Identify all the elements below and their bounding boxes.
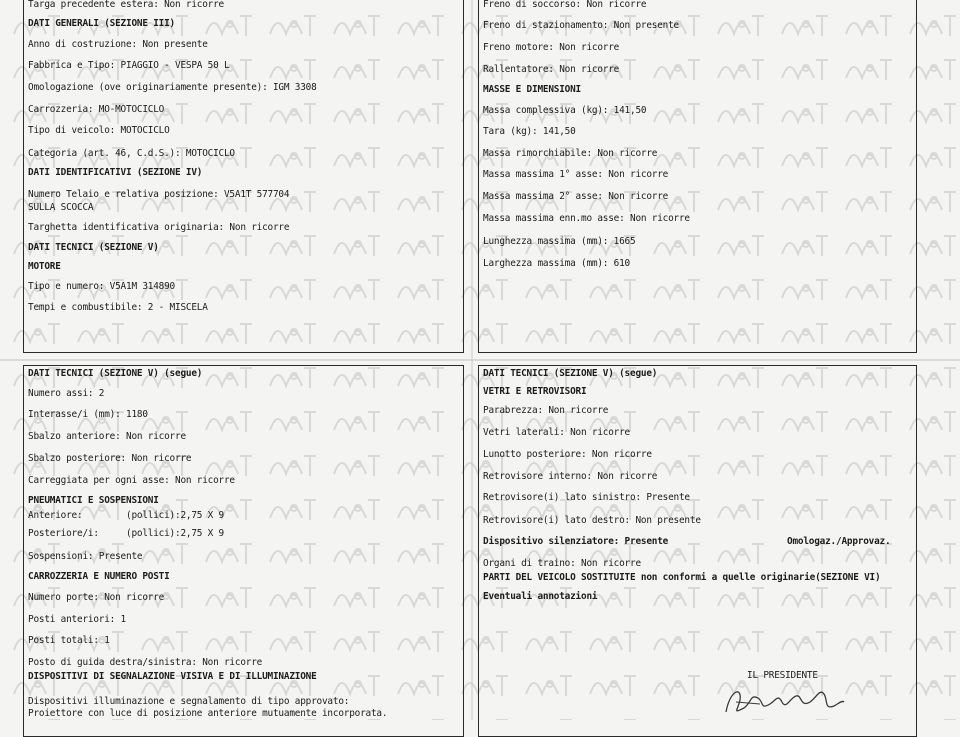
vetri-laterali: Vetri laterali: Non ricorre bbox=[483, 427, 630, 438]
heading-dati-generali: DATI GENERALI (SEZIONE III) bbox=[28, 18, 175, 29]
lunotto-posteriore: Lunotto posteriore: Non ricorre bbox=[483, 449, 652, 460]
anno-di-costruzione: Anno di costruzione: Non presente bbox=[28, 39, 208, 50]
omologaz-approvaz: Omologaz./Approvaz. bbox=[787, 536, 891, 547]
freno-di-soccorso: Freno di soccorso: Non ricorre bbox=[483, 0, 647, 10]
rallentatore: Rallentatore: Non ricorre bbox=[483, 64, 620, 75]
heading-vetri-e-retrovisori: VETRI E RETROVISORI bbox=[483, 386, 587, 397]
lunghezza-massima: Lunghezza massima (mm): 1665 bbox=[483, 236, 636, 247]
tempi-e-combustibile: Tempi e combustibile: 2 - MISCELA bbox=[28, 302, 208, 313]
larghezza-massima: Larghezza massima (mm): 610 bbox=[483, 258, 630, 269]
numero-telaio-posizione: SULLA SCOCCA bbox=[28, 202, 94, 213]
omologazione: Omologazione (ove originariamente presente): IGM 3308 bbox=[28, 82, 317, 93]
numero-porte: Numero porte: Non ricorre bbox=[28, 592, 165, 603]
heading-carrozzeria-e-numero-posti: CARROZZERIA E NUMERO POSTI bbox=[28, 571, 170, 582]
pneumatici-anteriore: Anteriore: (pollici):2,75 X 9 bbox=[28, 510, 224, 521]
heading-dati-identificativi: DATI IDENTIFICATIVI (SEZIONE IV) bbox=[28, 167, 203, 178]
panel-bottom-right bbox=[478, 365, 917, 737]
heading-dati-tecnici-segue-right: DATI TECNICI (SEZIONE V) (segue) bbox=[483, 368, 658, 379]
freno-motore: Freno motore: Non ricorre bbox=[483, 42, 620, 53]
numero-assi: Numero assi: 2 bbox=[28, 388, 105, 399]
fabbrica-e-tipo: Fabbrica e Tipo: PIAGGIO - VESPA 50 L bbox=[28, 60, 230, 71]
sbalzo-posteriore: Sbalzo posteriore: Non ricorre bbox=[28, 453, 192, 464]
eventuali-annotazioni: Eventuali annotazioni bbox=[483, 591, 598, 602]
massa-massima-2-asse: Massa massima 2° asse: Non ricorre bbox=[483, 191, 669, 202]
tara: Tara (kg): 141,50 bbox=[483, 126, 576, 137]
carrozzeria: Carrozzeria: MO-MOTOCICLO bbox=[28, 104, 165, 115]
massa-complessiva: Massa complessiva (kg): 141,50 bbox=[483, 105, 647, 116]
massa-massima-enn-asse: Massa massima enn.mo asse: Non ricorre bbox=[483, 213, 690, 224]
targa-precedente-estera: Targa precedente estera: Non ricorre bbox=[28, 0, 224, 10]
categoria: Categoria (art. 46, C.d.S.): MOTOCICLO bbox=[28, 148, 235, 159]
sbalzo-anteriore: Sbalzo anteriore: Non ricorre bbox=[28, 431, 186, 442]
heading-pneumatici-e-sospensioni: PNEUMATICI E SOSPENSIONI bbox=[28, 495, 159, 506]
tipo-di-veicolo: Tipo di veicolo: MOTOCICLO bbox=[28, 125, 170, 136]
massa-massima-1-asse: Massa massima 1° asse: Non ricorre bbox=[483, 169, 669, 180]
sospensioni: Sospensioni: Presente bbox=[28, 551, 143, 562]
heading-parti-sostituite: PARTI DEL VEICOLO SOSTITUITE non conformi a quelle originarie(SEZIONE VI) bbox=[483, 572, 881, 583]
retrovisore-interno: Retrovisore interno: Non ricorre bbox=[483, 471, 658, 482]
parabrezza: Parabrezza: Non ricorre bbox=[483, 405, 609, 416]
retrovisore-lato-sinistro: Retrovisore(i) lato sinistro: Presente bbox=[483, 492, 690, 503]
heading-dispositivi-segnalazione: DISPOSITIVI DI SEGNALAZIONE VISIVA E DI ILLUMINAZIONE bbox=[28, 671, 317, 682]
heading-motore: MOTORE bbox=[28, 261, 61, 272]
interasse: Interasse/i (mm): 1180 bbox=[28, 409, 148, 420]
heading-dati-tecnici: DATI TECNICI (SEZIONE V) bbox=[28, 242, 159, 253]
organi-di-traino: Organi di traino: Non ricorre bbox=[483, 558, 641, 569]
numero-telaio: Numero Telaio e relativa posizione: V5A1T 577704 bbox=[28, 189, 290, 200]
posti-totali: Posti totali: 1 bbox=[28, 635, 110, 646]
proiettore: Proiettore con luce di posizione anteriore mutuamente incorporata. bbox=[28, 708, 388, 719]
posto-di-guida: Posto di guida destra/sinistra: Non ricorre bbox=[28, 657, 263, 668]
retrovisore-lato-destro: Retrovisore(i) lato destro: Non presente bbox=[483, 515, 701, 526]
heading-masse-e-dimensioni: MASSE E DIMENSIONI bbox=[483, 84, 581, 95]
massa-rimorchiabile: Massa rimorchiabile: Non ricorre bbox=[483, 148, 658, 159]
posti-anteriori: Posti anteriori: 1 bbox=[28, 614, 126, 625]
dispositivo-silenziatore: Dispositivo silenziatore: Presente bbox=[483, 536, 669, 547]
targhetta-identificativa: Targhetta identificativa originaria: Non ricorre bbox=[28, 222, 290, 233]
president-signature bbox=[720, 680, 850, 720]
il-presidente-label: IL PRESIDENTE bbox=[747, 670, 818, 681]
heading-dati-tecnici-segue: DATI TECNICI (SEZIONE V) (segue) bbox=[28, 368, 203, 379]
dispositivi-illuminazione: Dispositivi illuminazione e segnalamento di tipo approvato: bbox=[28, 696, 350, 707]
carreggiata: Carreggiata per ogni asse: Non ricorre bbox=[28, 475, 235, 486]
freno-di-stazionamento: Freno di stazionamento: Non presente bbox=[483, 20, 679, 31]
tipo-e-numero: Tipo e numero: V5A1M 314890 bbox=[28, 281, 175, 292]
pneumatici-posteriore: Posteriore/i: (pollici):2,75 X 9 bbox=[28, 528, 224, 539]
